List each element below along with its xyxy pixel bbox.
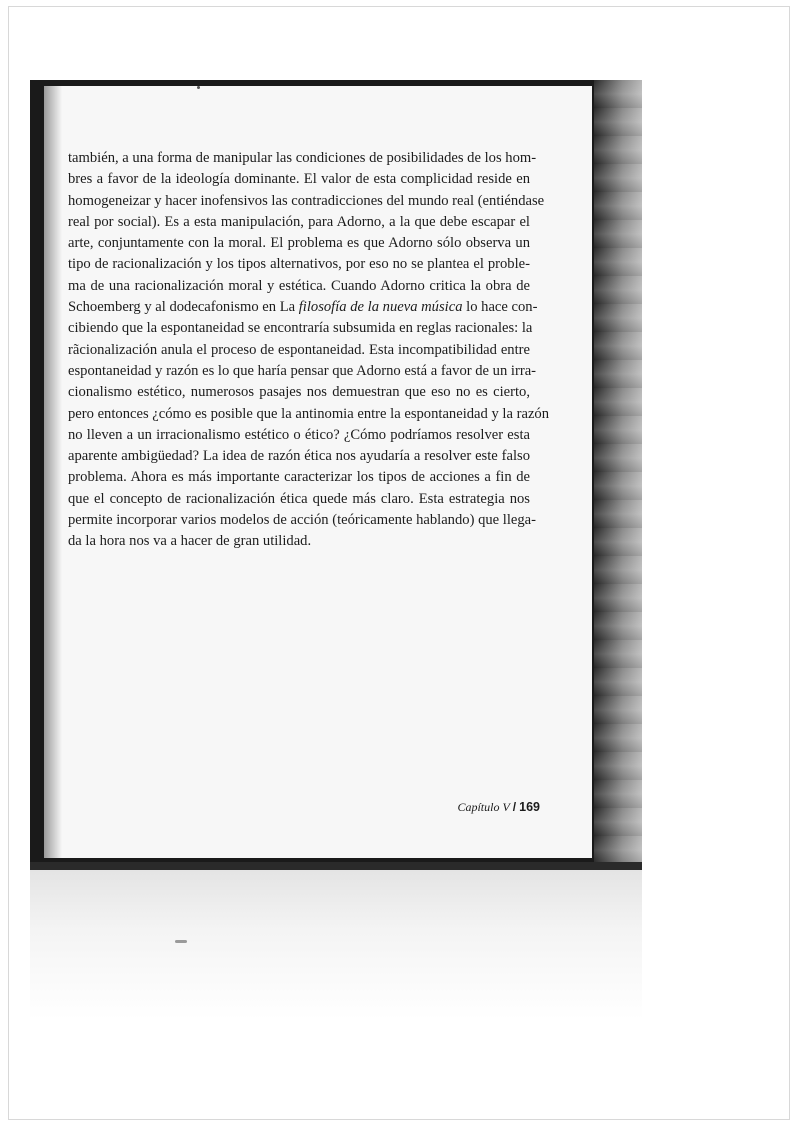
text-line: pero entonces ¿cómo es posible que la antinomia entre la espontaneidad y la razón [68,405,550,422]
page-footer [440,800,540,815]
text-line: no lleven a un irracionalismo estético o ético? ¿Cómo podríamos resolver esta [68,426,530,443]
book-title: filosofía de la nueva música [298,299,463,316]
text-line: permite incorporar varios modelos de acción (teóricamente hablando) que llega- [68,512,537,529]
text-line: homogeneizar y hacer inofensivos las contradicciones del mundo real (entiéndase [68,192,545,209]
text-line: aparente ambigüedad? La idea de razón ética nos ayudaría a resolver este falso [68,448,530,465]
text-line: que el concepto de racionalización ética quede más claro. Esta estrategia nos [68,490,530,507]
text-line: rãcionalización anula el proceso de espontaneidad. Esta incompatibilidad entre [68,341,530,358]
footer-separator: / [512,800,517,814]
scan-bottom-edge [30,862,642,870]
speck-mark [197,86,200,89]
text-line: espontaneidad y razón es lo que haría pensar que Adorno está a favor de un irra- [68,362,537,379]
text-line: arte, conjuntamente con la moral. El problema es que Adorno sólo observa un [68,235,530,252]
text-line: da la hora nos va a hacer de gran utilidad. [68,533,312,550]
text-line: tipo de racionalización y los tipos alternativos, por eso no se plantea el proble- [68,256,530,273]
text-line: real por social). Es a esta manipulación, para Adorno, a la que debe escapar el [68,213,530,230]
text-line: también, a una forma de manipular las condiciones de posibilidades de los hom- [68,150,537,166]
text-segment: Schoemberg y al dodecafonismo en La [68,299,299,316]
smudge-mark [175,940,187,943]
text-line: bres a favor de la ideología dominante. El valor de esta complicidad reside en [68,171,530,188]
text-line: cionalismo estético, numerosos pasajes nos demuestran que eso no es cierto, [68,384,530,401]
text-line: cibiendo que la espontaneidad se encontraría subsumida en reglas racionales: la [68,320,533,337]
chapter-label: Capítulo V [457,800,510,814]
text-line-with-title [68,297,538,318]
page-number: 169 [519,800,540,814]
text-line: ma de una racionalización moral y estética. Cuando Adorno critica la obra de [68,277,530,294]
book-spine-texture [594,80,642,866]
body-text [68,148,550,553]
text-line: problema. Ahora es más importante caracterizar los tipos de acciones a fin de [68,469,530,486]
gutter-shadow [44,86,62,858]
text-segment: lo hace con- [462,299,538,316]
scan-lower-area [30,870,642,1020]
